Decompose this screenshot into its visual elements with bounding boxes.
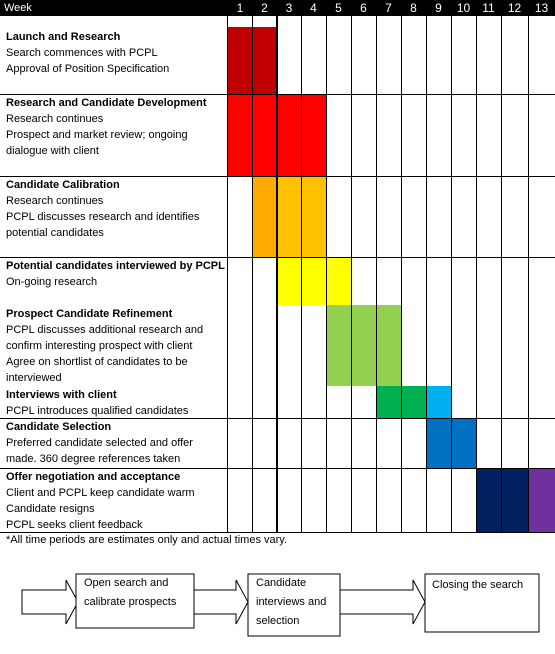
gantt-bar — [252, 176, 277, 257]
phase-detail: Research continues — [6, 113, 104, 125]
flow-box-line: selection — [256, 615, 300, 627]
week-column-line — [326, 16, 327, 532]
phase-title: Candidate Calibration — [6, 179, 120, 191]
phase-detail: potential candidates — [6, 227, 104, 239]
week-column-line — [351, 16, 352, 532]
week-number: 11 — [482, 1, 495, 15]
flow-box-label — [432, 576, 523, 595]
week-column-line — [528, 16, 529, 532]
phase-detail: Approval of Position Specification — [6, 63, 170, 75]
phase-title: Research and Candidate Development — [6, 97, 207, 109]
gantt-bar — [277, 257, 351, 305]
phase-detail: made. 360 degree references taken — [6, 453, 181, 465]
week-number: 2 — [261, 1, 268, 15]
week-number: 7 — [385, 1, 392, 15]
phase-detail: Preferred candidate selected and offer — [6, 437, 193, 449]
flow-box-line: Closing the search — [432, 579, 524, 591]
week-number: 5 — [335, 1, 342, 15]
phase-block — [6, 258, 228, 290]
phase-detail: dialogue with client — [6, 145, 99, 157]
week-column-line — [476, 16, 477, 532]
footnote: *All time periods are estimates only and actual times vary. — [6, 534, 288, 546]
week-column-line — [451, 16, 452, 532]
phase-detail: Research continues — [6, 195, 104, 207]
phase-title: Interviews with client — [6, 389, 117, 401]
phase-detail: Agree on shortlist of candidates to be — [6, 356, 188, 368]
gantt-bar — [528, 468, 555, 532]
phase-block — [6, 29, 228, 77]
week-number: 6 — [360, 1, 367, 15]
week-number: 12 — [507, 1, 522, 15]
phase-detail: PCPL discusses research and identifies — [6, 211, 200, 223]
gantt-bar — [426, 386, 451, 418]
week-number: 1 — [236, 1, 244, 15]
phase-block — [6, 387, 228, 419]
phase-detail: Search commences with PCPL — [6, 47, 158, 59]
week-header-label: Week — [4, 2, 32, 14]
phase-detail: Prospect and market review; ongoing — [6, 129, 188, 141]
phase-detail: PCPL seeks client feedback — [6, 519, 143, 531]
week-column-line — [252, 16, 253, 532]
week-number: 10 — [456, 1, 471, 15]
week-number: 8 — [410, 1, 417, 15]
week-column-line — [301, 16, 302, 532]
phase-block — [6, 177, 228, 241]
phase-detail: Candidate resigns — [6, 503, 95, 515]
week-column-line — [401, 16, 402, 532]
phase-block — [6, 306, 228, 386]
week-column-line — [276, 16, 278, 532]
week-number: 4 — [310, 1, 317, 15]
phase-block — [6, 95, 228, 159]
flow-box-label — [256, 574, 326, 631]
flow-arrow — [340, 580, 425, 624]
flow-box-line: Candidate — [256, 577, 307, 589]
week-column-line — [376, 16, 377, 532]
flow-box-label — [84, 574, 176, 612]
gantt-bar — [476, 468, 528, 532]
phase-block — [6, 419, 228, 467]
phase-title: Candidate Selection — [6, 421, 112, 433]
phase-detail: On-going research — [6, 276, 98, 288]
phase-detail: confirm interesting prospect with client — [6, 340, 193, 352]
phase-title: Launch and Research — [6, 31, 121, 43]
phase-block — [6, 469, 228, 533]
phase-detail: PCPL introduces qualified candidates — [6, 405, 189, 417]
flow-box-line: Open search and — [84, 577, 169, 589]
week-column-line — [426, 16, 427, 532]
phase-title: Offer negotiation and acceptance — [6, 471, 181, 483]
phase-title: Potential candidates interviewed by PCPL — [6, 260, 225, 272]
phase-detail: PCPL discusses additional research and — [6, 324, 204, 336]
week-number: 9 — [435, 1, 442, 15]
flow-arrow — [193, 580, 248, 624]
phase-detail: interviewed — [6, 372, 62, 384]
phase-detail: Client and PCPL keep candidate warm — [6, 487, 195, 499]
week-number: 13 — [534, 1, 549, 15]
phase-title: Prospect Candidate Refinement — [6, 308, 173, 320]
flow-box-line: calibrate prospects — [84, 596, 177, 608]
gantt-bar — [326, 305, 401, 386]
flow-box-line: interviews and — [256, 596, 327, 608]
week-column-line — [501, 16, 502, 532]
flow-arrow — [22, 580, 78, 624]
week-number: 3 — [285, 1, 293, 15]
